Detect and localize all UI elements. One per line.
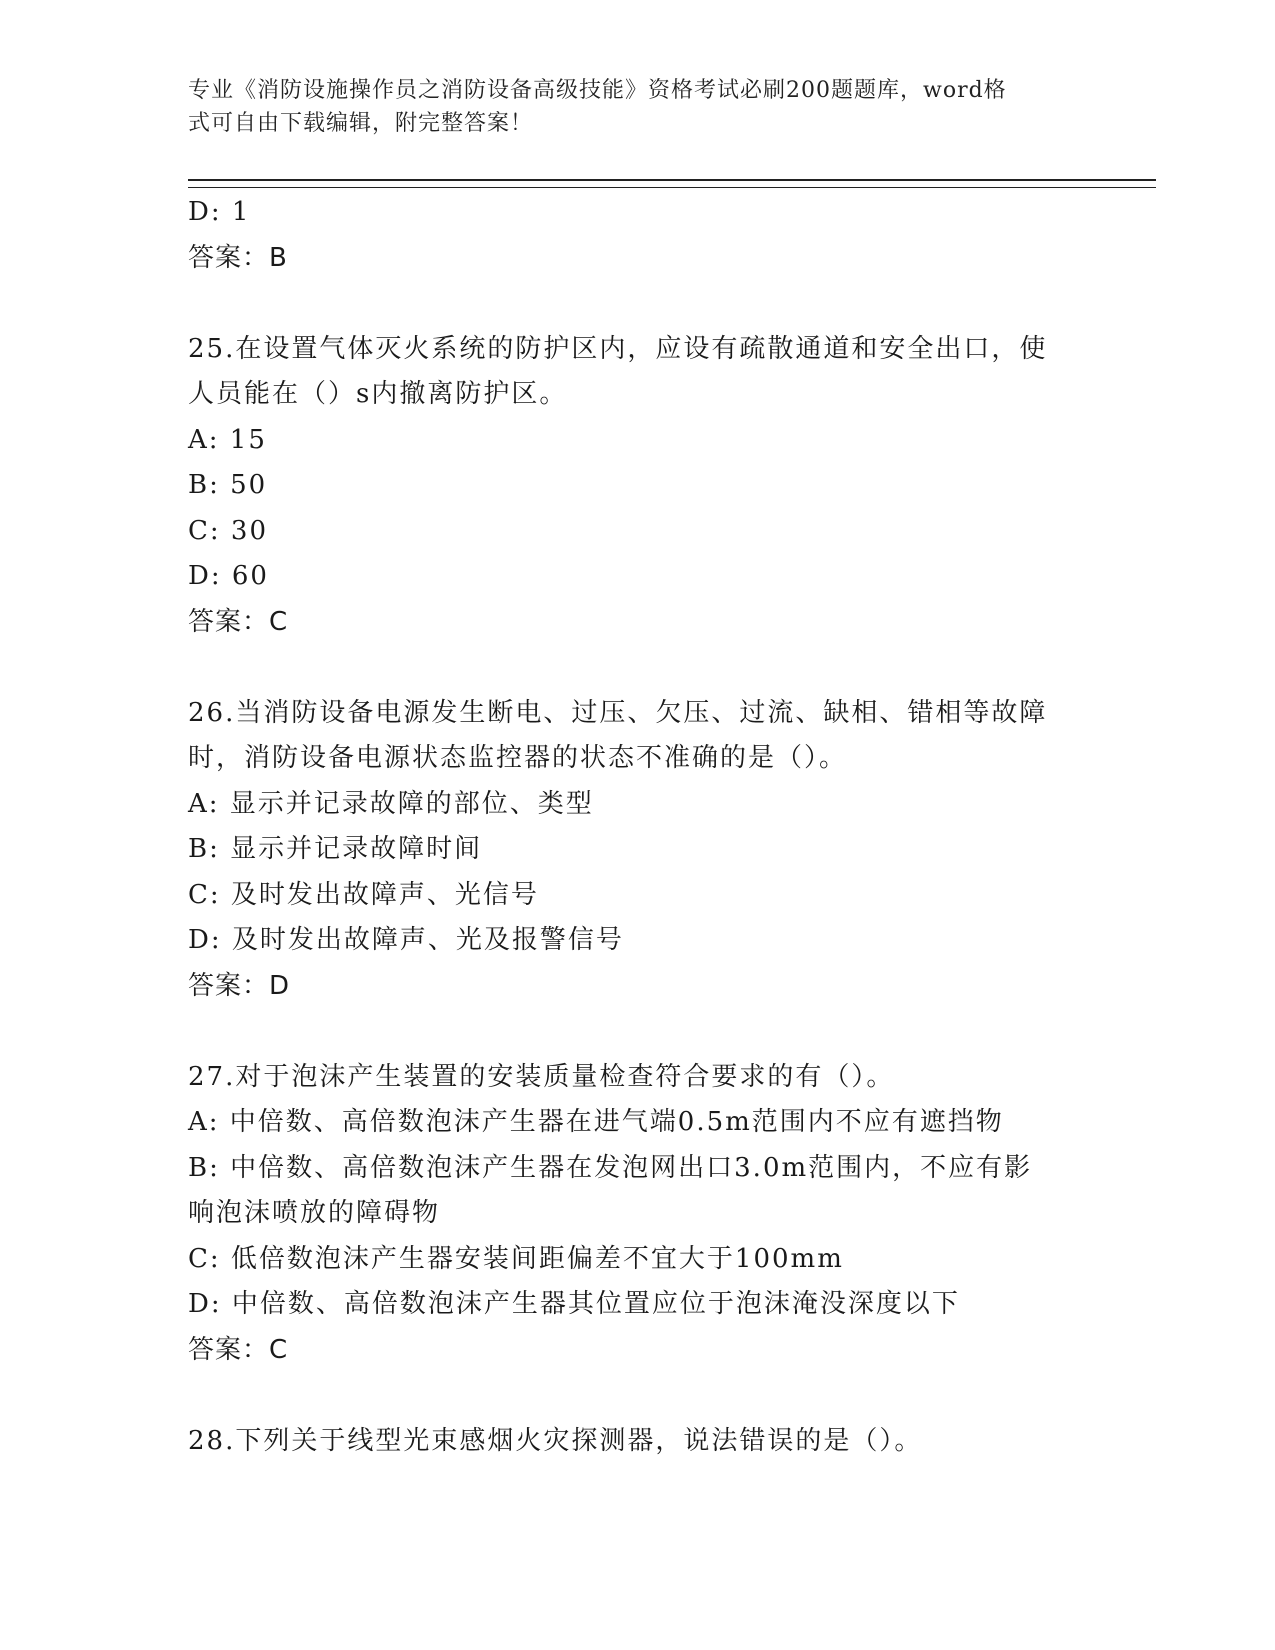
question-28 <box>188 1419 1088 1465</box>
question-stem: 28.下列关于线型光束感烟火灾探测器，说法错误的是（）。 <box>188 1425 923 1456</box>
question-stem: 25.在设置气体灭火系统的防护区内，应设有疏散通道和安全出口，使 <box>188 333 1048 364</box>
question-gap <box>188 1373 1088 1419</box>
option-b: B: 中倍数、高倍数泡沫产生器在发泡网出口3.0m范围内，不应有影 <box>188 1152 1033 1183</box>
option-a: A: 显示并记录故障的部位、类型 <box>188 788 594 819</box>
question-25 <box>188 327 1088 646</box>
header-line-2: 式可自由下载编辑，附完整答案！ <box>188 111 534 136</box>
question-gap <box>188 281 1088 327</box>
question-gap <box>188 645 1088 691</box>
option-c: C: 30 <box>188 515 269 546</box>
answer: 答案：D <box>188 970 291 1001</box>
answer: 答案：C <box>188 606 289 637</box>
option-c: C: 及时发出故障声、光信号 <box>188 879 539 910</box>
header-line-1: 专业《消防设施操作员之消防设备高级技能》资格考试必刷200题题库，word格 <box>188 78 1007 103</box>
option-c: C: 低倍数泡沫产生器安装间距偏差不宜大于100mm <box>188 1243 844 1274</box>
option-b: B: 显示并记录故障时间 <box>188 834 483 864</box>
option-d: D: 及时发出故障声、光及报警信号 <box>188 925 624 955</box>
answer: 答案：C <box>188 1334 289 1365</box>
prev-option-d: D: 1 <box>188 197 251 227</box>
page-header <box>188 74 1078 140</box>
question-26 <box>188 691 1088 1010</box>
option-b: B: 50 <box>188 470 268 500</box>
question-27 <box>188 1055 1088 1374</box>
question-stem: 26.当消防设备电源发生断电、过压、欠压、过流、缺相、错相等故障 <box>188 697 1048 728</box>
question-list <box>188 190 1088 1464</box>
question-gap <box>188 1009 1088 1055</box>
option-b-continued: 响泡沫喷放的障碍物 <box>188 1198 441 1228</box>
option-a: A: 15 <box>188 424 267 455</box>
option-d: D: 中倍数、高倍数泡沫产生器其位置应位于泡沫淹没深度以下 <box>188 1289 960 1319</box>
option-d: D: 60 <box>188 561 269 591</box>
option-a: A: 中倍数、高倍数泡沫产生器在进气端0.5m范围内不应有遮挡物 <box>188 1107 1004 1137</box>
header-divider <box>188 179 1156 188</box>
question-stem: 人员能在（）s内撤离防护区。 <box>188 379 568 409</box>
question-stem: 27.对于泡沫产生装置的安装质量检查符合要求的有（）。 <box>188 1061 895 1092</box>
prev-answer: 答案：B <box>188 242 288 273</box>
question-stem: 时，消防设备电源状态监控器的状态不准确的是（）。 <box>188 743 848 773</box>
